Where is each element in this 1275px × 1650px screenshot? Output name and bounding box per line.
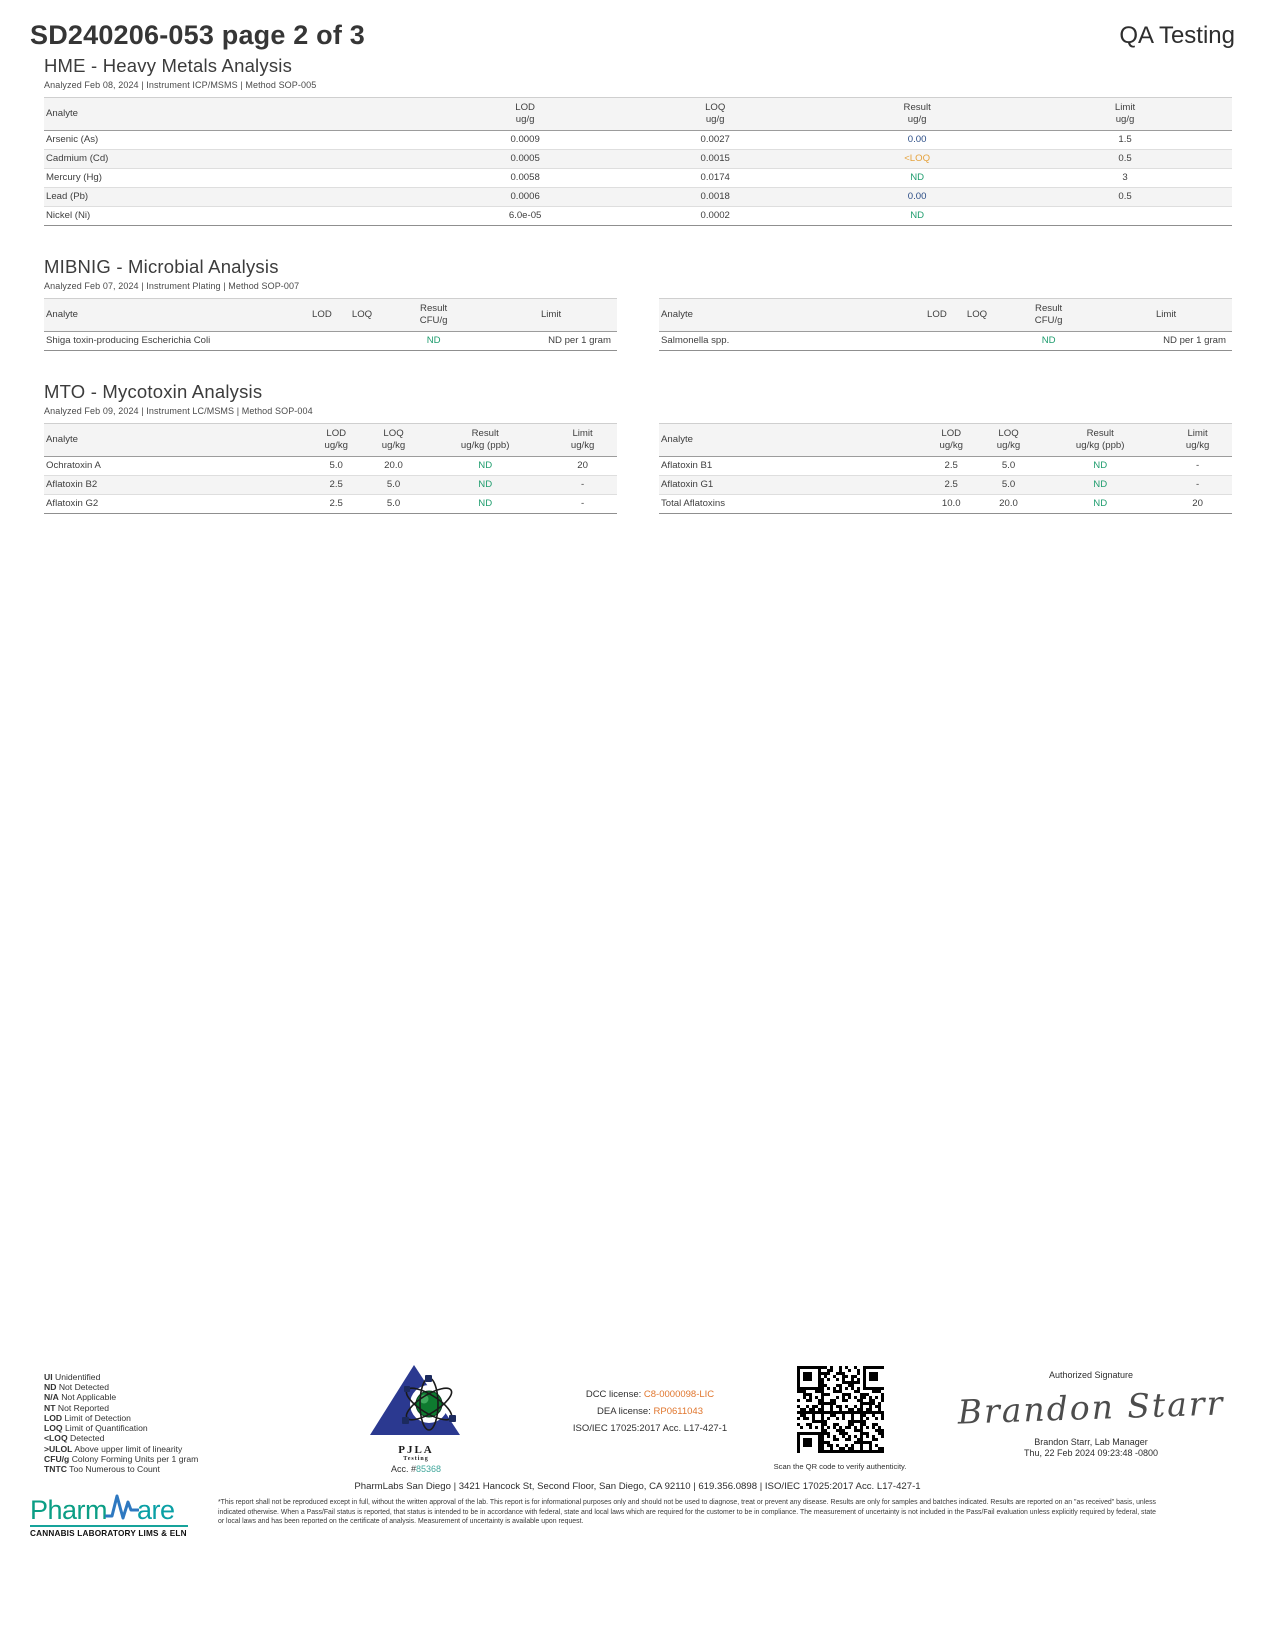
result-cell: ND (1037, 475, 1163, 494)
analyte-cell: Total Aflatoxins (659, 494, 923, 513)
column-header-result: Result CFU/g (382, 298, 485, 331)
brand-tagline: CANNABIS LABORATORY LIMS & ELN (30, 1529, 187, 1538)
loq-cell: 0.0002 (614, 206, 816, 225)
result-cell: 0.00 (816, 130, 1018, 149)
loq-cell: 5.0 (980, 475, 1037, 494)
pharmware-logo (30, 1492, 200, 1538)
column-header-loq: LOQ (957, 298, 997, 331)
limit-cell: 0.5 (1018, 149, 1232, 168)
loq-cell: 20.0 (365, 456, 422, 475)
limit-cell: 0.5 (1018, 187, 1232, 206)
legend-item: NT Not Reported (44, 1402, 109, 1413)
analyte-cell: Shiga toxin-producing Escherichia Coli (44, 331, 302, 350)
table-row (44, 130, 1232, 149)
table-row (659, 494, 1232, 513)
loq-cell: 0.0018 (614, 187, 816, 206)
column-header-analyte: Analyte (44, 98, 436, 131)
qr-code (797, 1440, 884, 1457)
limit-cell: ND per 1 gram (485, 331, 617, 350)
result-cell: ND (382, 331, 485, 350)
pjla-logo-icon (366, 1425, 466, 1442)
heavy-metals-table (44, 97, 1232, 226)
lod-cell: 5.0 (308, 456, 365, 475)
column-header-loq: LOQ ug/g (614, 98, 816, 131)
lod-cell: 0.0005 (436, 149, 614, 168)
column-header-lod: LOD ug/g (436, 98, 614, 131)
section-meta: Analyzed Feb 07, 2024 | Instrument Plating | Method SOP-007 (44, 280, 300, 291)
signer-name: Brandon Starr, Lab Manager (1034, 1437, 1148, 1447)
legend-item: TNTC Too Numerous to Count (44, 1463, 160, 1474)
iso-accreditation-line: ISO/IEC 17025:2017 Acc. L17-427-1 (572, 1423, 728, 1434)
result-cell: 0.00 (816, 187, 1018, 206)
lod-cell: 0.0006 (436, 187, 614, 206)
column-header-limit: Limit ug/kg (1163, 423, 1232, 456)
column-header-lod: LOD ug/kg (308, 423, 365, 456)
table-header-row (44, 98, 1232, 131)
table-row (659, 456, 1232, 475)
lod-cell (917, 331, 957, 350)
qa-testing-label: QA Testing (1119, 22, 1235, 49)
section-title: MIBNIG - Microbial Analysis (44, 255, 279, 277)
pjla-org-name: PJLA (398, 1444, 434, 1456)
column-header-limit: Limit ug/g (1018, 98, 1232, 131)
microbial-table-right (659, 298, 1232, 351)
section-meta: Analyzed Feb 08, 2024 | Instrument ICP/MSMS | Method SOP-005 (44, 80, 317, 90)
analyte-cell: Cadmium (Cd) (44, 149, 436, 168)
column-header-result: Result CFU/g (997, 298, 1100, 331)
limit-cell: - (548, 494, 617, 513)
table-row (44, 494, 617, 513)
result-cell: ND (997, 331, 1100, 350)
legend-item: ND Not Detected (44, 1382, 109, 1393)
limit-cell: 1.5 (1018, 130, 1232, 149)
limit-cell: 20 (548, 456, 617, 475)
analyte-cell: Mercury (Hg) (44, 168, 436, 187)
analyte-cell: Lead (Pb) (44, 187, 436, 206)
loq-cell: 20.0 (980, 494, 1037, 513)
loq-cell: 5.0 (365, 475, 422, 494)
legend-item: LOQ Limit of Quantification (44, 1423, 148, 1434)
result-cell: ND (1037, 456, 1163, 475)
column-header-lod: LOD ug/kg (923, 423, 980, 456)
microbial-table-left (44, 298, 617, 351)
lab-address-line: PharmLabs San Diego | 3421 Hancock St, Second Floor, San Diego, CA 92110 | 619.356.0898 | ISO/IEC 17025:2017 Acc. L17-427-1 (354, 1481, 921, 1492)
signature-timestamp: Thu, 22 Feb 2024 09:23:48 -0800 (1023, 1448, 1159, 1458)
license-block (520, 1386, 780, 1437)
column-header-lod: LOD (302, 298, 342, 331)
column-header-loq: LOQ ug/kg (365, 423, 422, 456)
result-cell: ND (1037, 494, 1163, 513)
analyte-cell: Aflatoxin G1 (659, 475, 923, 494)
limit-cell (1018, 206, 1232, 225)
section-title: HME - Heavy Metals Analysis (44, 55, 293, 76)
column-header-lod: LOD (917, 298, 957, 331)
analyte-cell: Nickel (Ni) (44, 206, 436, 225)
loq-cell: 5.0 (980, 456, 1037, 475)
column-header-analyte: Analyte (44, 298, 302, 331)
analyte-cell: Ochratoxin A (44, 456, 308, 475)
result-cell: ND (422, 475, 548, 494)
lod-cell (302, 331, 342, 350)
table-row (44, 456, 617, 475)
result-cell: ND (422, 494, 548, 513)
loq-cell (957, 331, 997, 350)
lod-cell: 2.5 (923, 475, 980, 494)
result-cell: <LOQ (816, 149, 1018, 168)
result-cell: ND (816, 168, 1018, 187)
legend-item: N/A Not Applicable (44, 1392, 117, 1403)
column-header-result: Result ug/kg (ppb) (422, 423, 548, 456)
column-header-analyte: Analyte (44, 423, 308, 456)
column-header-loq: LOQ (342, 298, 382, 331)
table-row (44, 149, 1232, 168)
column-header-result: Result ug/g (816, 98, 1018, 131)
lod-cell: 2.5 (308, 475, 365, 494)
table-header-row (659, 298, 1232, 331)
limit-cell: - (1163, 456, 1232, 475)
analyte-cell: Aflatoxin G2 (44, 494, 308, 513)
legend-item: >ULOL Above upper limit of linearity (44, 1443, 183, 1454)
loq-cell: 5.0 (365, 494, 422, 513)
section-heavy-metals (44, 55, 1232, 226)
table-row (659, 331, 1232, 350)
lod-cell: 0.0009 (436, 130, 614, 149)
result-cell: ND (422, 456, 548, 475)
mycotoxin-table-left (44, 423, 617, 514)
qr-verification (752, 1366, 928, 1471)
brand-text-are: are (137, 1495, 175, 1525)
table-header-row (44, 423, 617, 456)
pjla-acc-number: Acc. #85368 (390, 1464, 442, 1474)
dcc-license-line: DCC license: C8-0000098-LIC (585, 1389, 715, 1400)
legend-item: CFU/g Colony Forming Units per 1 gram (44, 1453, 199, 1464)
dea-license-line: DEA license: RP0611043 (597, 1406, 703, 1417)
table-row (44, 206, 1232, 225)
legend-item: <LOQ Detected (44, 1433, 105, 1444)
column-header-loq: LOQ ug/kg (980, 423, 1037, 456)
qr-caption: Scan the QR code to verify authenticity. (773, 1462, 907, 1471)
table-row (44, 168, 1232, 187)
column-header-limit: Limit ug/kg (548, 423, 617, 456)
section-title: MTO - Mycotoxin Analysis (44, 380, 263, 402)
lod-cell: 0.0058 (436, 168, 614, 187)
page-header (0, 0, 1275, 51)
loq-cell: 0.0015 (614, 149, 816, 168)
section-microbial (44, 256, 1232, 351)
abbreviation-legend (44, 1372, 198, 1474)
limit-cell: 20 (1163, 494, 1232, 513)
limit-cell: 3 (1018, 168, 1232, 187)
lod-cell: 6.0e-05 (436, 206, 614, 225)
analyte-cell: Aflatoxin B1 (659, 456, 923, 475)
analyte-cell: Arsenic (As) (44, 130, 436, 149)
signature-script: Brandon Starr (957, 1383, 1225, 1432)
lod-cell: 10.0 (923, 494, 980, 513)
report-disclaimer: *This report shall not be reproduced except in full, without the written approval of the lab. This report is for informational purposes only and should not be used to diagnose, treat or prevent any disease. Results are only for samples and batches indicated. Results are reported on an "as received" basis, unless indicated otherwise. When a Pass/Fail status is reported, that status is intended to be in accordance with federal, state and local laws which are required for the customer to be in compliance. The measurement of uncertainty is not included in the Pass/Fail evaluation unless explicitly required by federal, state or local laws and has been reported on the certificate of analysis. Measurement of uncertainty is available upon request. (218, 1499, 1156, 1526)
authorized-signature-label: Authorized Signature (1048, 1370, 1134, 1380)
limit-cell: ND per 1 gram (1100, 331, 1232, 350)
pjla-accreditation (352, 1362, 480, 1474)
analyte-cell: Aflatoxin B2 (44, 475, 308, 494)
pjla-org-sub: Testing (403, 1456, 429, 1462)
column-header-limit: Limit (1100, 298, 1232, 331)
column-header-limit: Limit (485, 298, 617, 331)
page-title: SD240206-053 page 2 of 3 (30, 20, 365, 50)
lod-cell: 2.5 (923, 456, 980, 475)
table-header-row (44, 298, 617, 331)
limit-cell: - (548, 475, 617, 494)
analyte-cell: Salmonella spp. (659, 331, 917, 350)
table-row (44, 187, 1232, 206)
section-mycotoxin (44, 381, 1232, 514)
mycotoxin-table-right (659, 423, 1232, 514)
lod-cell: 2.5 (308, 494, 365, 513)
column-header-result: Result ug/kg (ppb) (1037, 423, 1163, 456)
table-row (44, 331, 617, 350)
waveform-icon (107, 1492, 137, 1524)
loq-cell: 0.0174 (614, 168, 816, 187)
table-row (659, 475, 1232, 494)
result-cell: ND (816, 206, 1018, 225)
table-row (44, 475, 617, 494)
section-meta: Analyzed Feb 09, 2024 | Instrument LC/MSMS | Method SOP-004 (44, 405, 313, 416)
table-header-row (659, 423, 1232, 456)
loq-cell: 0.0027 (614, 130, 816, 149)
limit-cell: - (1163, 475, 1232, 494)
brand-text-pharm: Pharm (30, 1495, 108, 1525)
column-header-analyte: Analyte (659, 298, 917, 331)
legend-item: UI Unidentified (44, 1372, 101, 1382)
column-header-analyte: Analyte (659, 423, 923, 456)
legend-item: LOD Limit of Detection (44, 1412, 131, 1423)
signature-block (951, 1370, 1231, 1458)
loq-cell (342, 331, 382, 350)
